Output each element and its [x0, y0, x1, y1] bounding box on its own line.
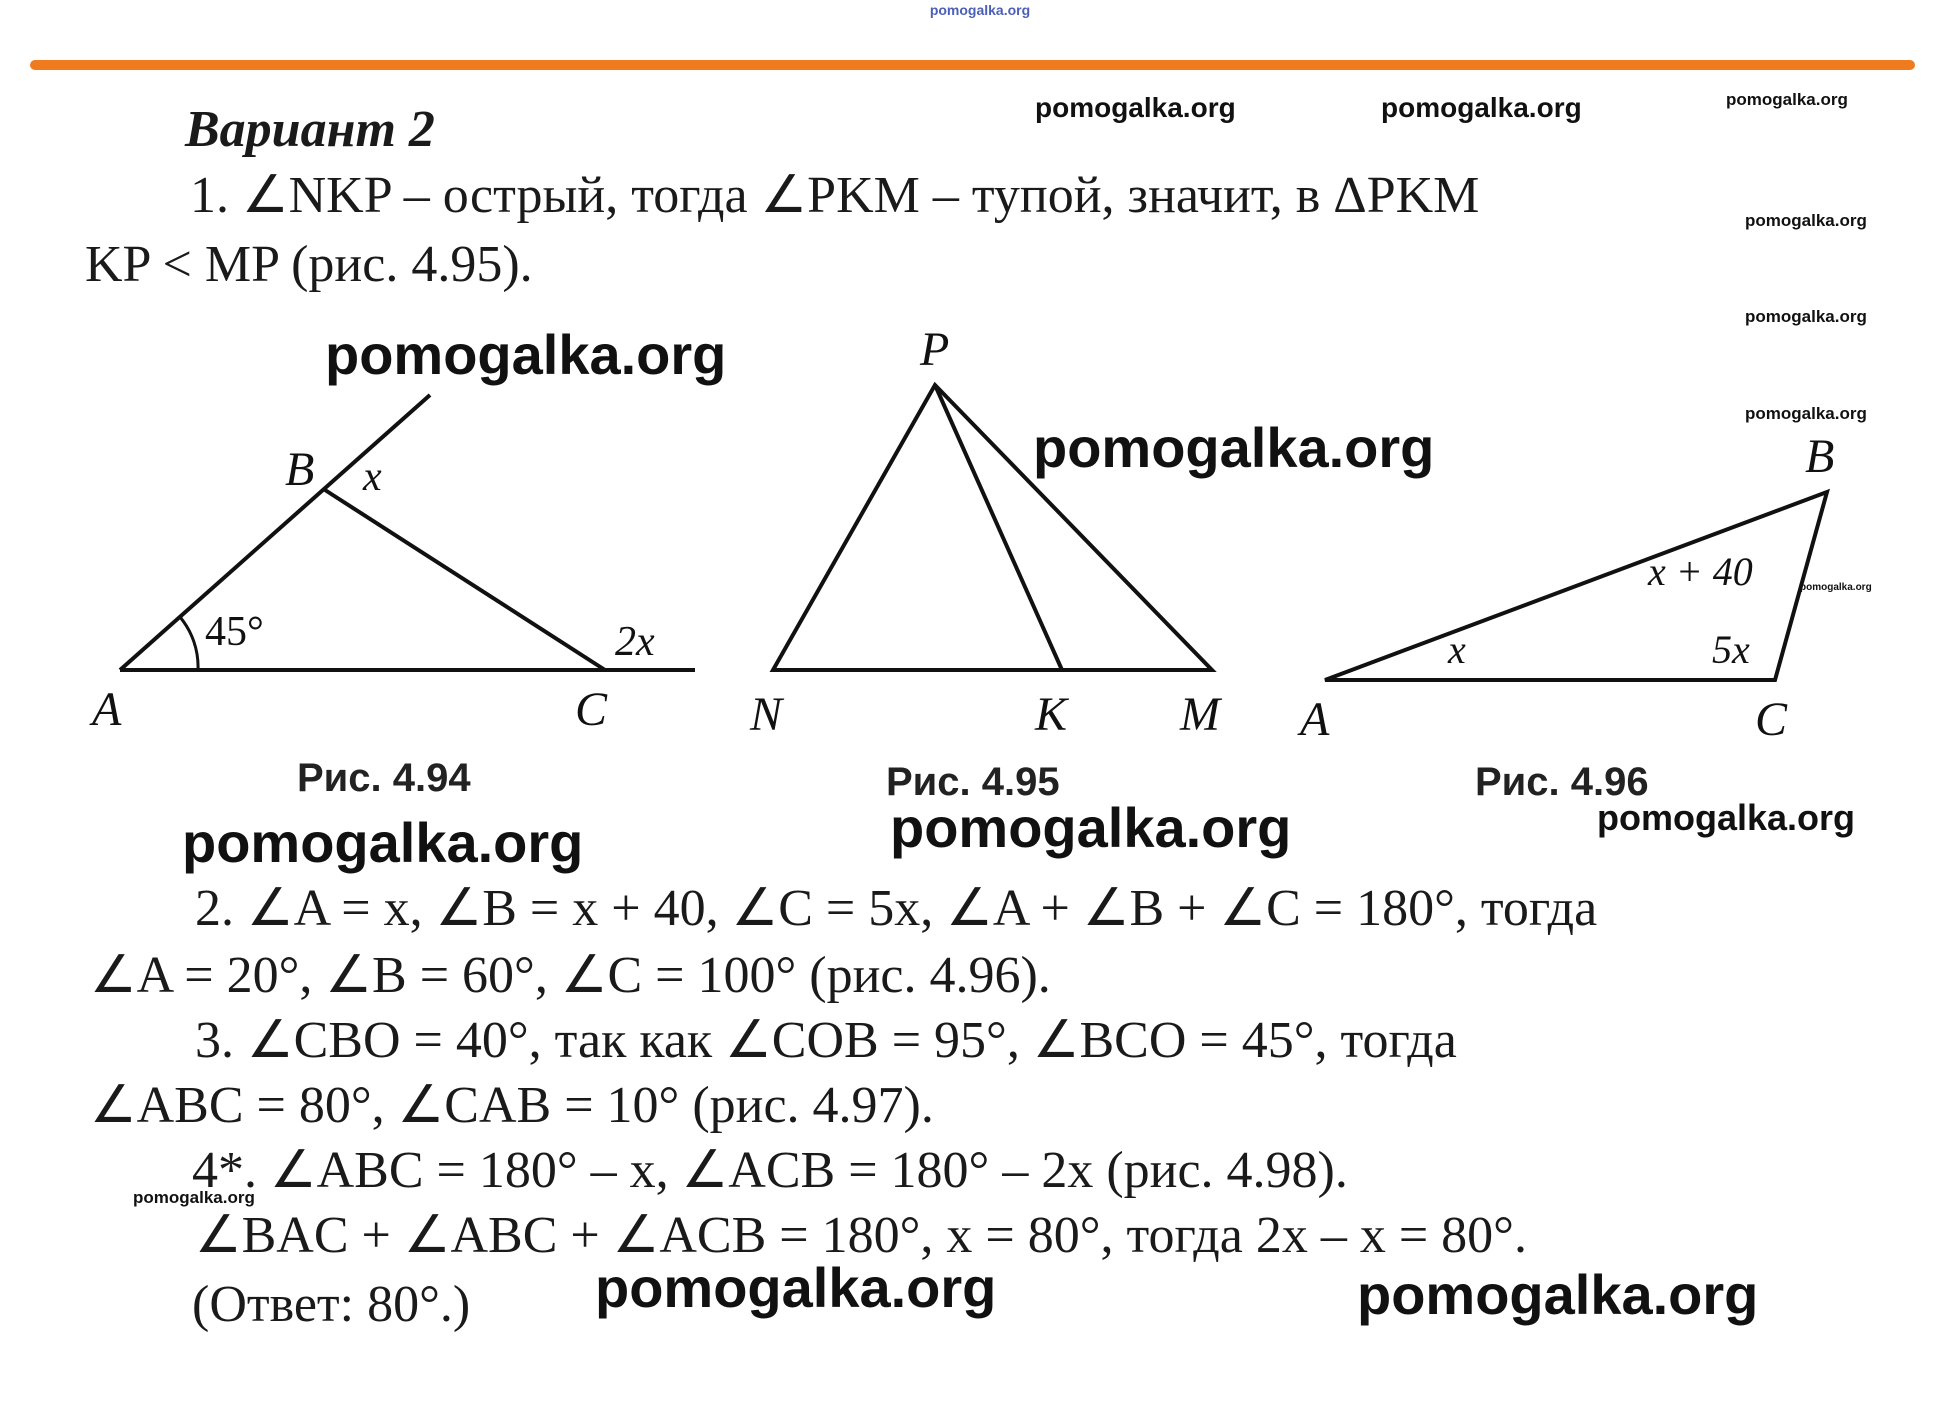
label-x: x: [1448, 627, 1466, 672]
label-p: P: [920, 323, 950, 376]
label-45: 45°: [205, 609, 264, 655]
watermark: pomogalka.org: [182, 811, 584, 874]
label-2x: 2x: [615, 619, 655, 665]
label-5x: 5x: [1712, 627, 1750, 672]
caption-fig-4-94: Рис. 4.94: [297, 756, 471, 800]
task-4-line-2: ∠BAC + ∠ABC + ∠ACB = 180°, x = 80°, тогда 2x – x = 80°.: [195, 1207, 1527, 1264]
watermark: pomogalka.org: [1597, 797, 1856, 838]
watermark: pomogalka.org: [1745, 211, 1867, 230]
label-a: A: [92, 683, 122, 736]
watermark: pomogalka.org: [1381, 92, 1582, 123]
watermark: pomogalka.org: [325, 323, 727, 386]
label-a: A: [1300, 693, 1330, 746]
watermark: pomogalka.org: [1033, 416, 1435, 479]
watermark: pomogalka.org: [1745, 404, 1867, 423]
label-k: K: [1035, 688, 1068, 740]
caption-fig-4-95: Рис. 4.95: [886, 760, 1060, 804]
watermark: pomogalka.org: [1800, 582, 1872, 593]
task-3-line-1: 3. ∠CBO = 40°, так как ∠COB = 95°, ∠BCO = 45°, тогда: [195, 1012, 1457, 1069]
task-2-line-1: 2. ∠A = x, ∠B = x + 40, ∠C = 5x, ∠A + ∠B + ∠C = 180°, тогда: [195, 880, 1598, 937]
label-b: B: [1805, 430, 1835, 483]
caption-fig-4-96: Рис. 4.96: [1475, 760, 1649, 804]
header-divider: [30, 60, 1915, 70]
task-3-line-2: ∠ABC = 80°, ∠CAB = 10° (рис. 4.97).: [90, 1077, 934, 1134]
task-4-line-1: 4*. ∠ABC = 180° – x, ∠ACB = 180° – 2x (рис. 4.98).: [192, 1142, 1348, 1199]
label-x: x: [363, 454, 382, 500]
angle-arc-a: [180, 617, 198, 670]
task-1-line-1: 1. ∠NKP – острый, тогда ∠PKM – тупой, значит, в ΔPKM: [190, 167, 1480, 224]
task-2-line-2: ∠A = 20°, ∠B = 60°, ∠C = 100° (рис. 4.96).: [90, 947, 1051, 1004]
watermark: pomogalka.org: [133, 1188, 255, 1207]
line-ab-extended: [120, 395, 430, 670]
figure-4-95: [730, 320, 1270, 740]
line-bc: [325, 490, 605, 670]
watermark: pomogalka.org: [1726, 90, 1848, 109]
label-x-plus-40: x + 40: [1648, 549, 1753, 594]
watermark: pomogalka.org: [595, 1256, 997, 1319]
label-b: B: [285, 443, 315, 496]
document-title: Вариант 2: [185, 101, 435, 158]
label-c: C: [575, 683, 608, 736]
label-c: C: [1755, 693, 1788, 746]
task-4-answer: (Ответ: 80°.): [192, 1276, 471, 1333]
figure-4-94: [80, 380, 720, 740]
label-n: N: [750, 688, 783, 740]
task-1-line-2: KP < MP (рис. 4.95).: [85, 236, 533, 293]
top-watermark: pomogalka.org: [929, 2, 1031, 18]
watermark: pomogalka.org: [1745, 307, 1867, 326]
label-m: M: [1180, 688, 1220, 740]
watermark: pomogalka.org: [1357, 1263, 1759, 1326]
watermark: pomogalka.org: [890, 796, 1292, 859]
watermark: pomogalka.org: [1035, 92, 1236, 123]
